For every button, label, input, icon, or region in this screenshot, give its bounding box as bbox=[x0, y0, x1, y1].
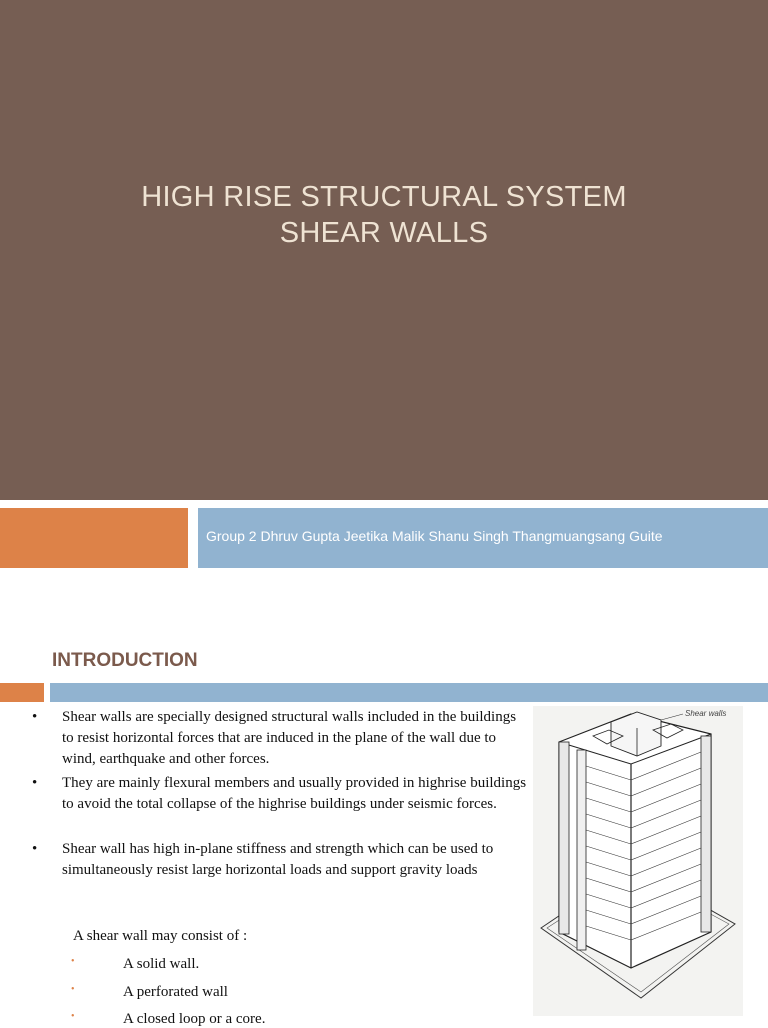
building-illustration bbox=[533, 706, 743, 1016]
title-line-2: SHEAR WALLS bbox=[279, 217, 489, 249]
sub-item-text: A closed loop or a core. bbox=[123, 1011, 266, 1027]
bullet-text: They are mainly flexural members and usually provided in highrise buildings to avoid the total collapse of the highrise buildings under seismic forces. bbox=[62, 775, 527, 812]
shear-wall-building-figure bbox=[533, 706, 743, 1016]
bullet-icon: • bbox=[32, 775, 38, 791]
sub-bullet-icon: • bbox=[71, 1011, 75, 1022]
bullet-text: Shear walls are specially designed structural walls included in the buildings to resist horizontal forces that are induced in the plane of the wall due to wind, earthquake and other forces. bbox=[62, 709, 517, 767]
author-list: Group 2 Dhruv Gupta Jeetika Malik Shanu Singh Thangmuangsang Guite bbox=[206, 528, 663, 544]
blue-accent-bar bbox=[50, 683, 768, 702]
section-heading: INTRODUCTION bbox=[52, 650, 198, 671]
sub-item-text: A perforated wall bbox=[123, 984, 228, 1000]
sub-bullet-icon: • bbox=[71, 956, 75, 967]
bullet-icon: • bbox=[32, 709, 38, 725]
title-line-1: HIGH RISE STRUCTURAL SYSTEM bbox=[141, 181, 627, 213]
sub-bullet-icon: • bbox=[71, 984, 75, 995]
bullet-text: Shear wall has high in-plane stiffness and strength which can be used to simultaneously resist large horizontal loads and support gravity loads bbox=[62, 841, 494, 878]
consist-intro-text: A shear wall may consist of : bbox=[73, 928, 248, 944]
bullet-icon: • bbox=[32, 841, 38, 857]
orange-accent-bar bbox=[0, 683, 44, 702]
orange-accent-band bbox=[0, 508, 188, 568]
figure-label: Shear walls bbox=[685, 709, 727, 718]
sub-item-text: A solid wall. bbox=[123, 956, 200, 972]
title-slide-background bbox=[0, 0, 768, 500]
